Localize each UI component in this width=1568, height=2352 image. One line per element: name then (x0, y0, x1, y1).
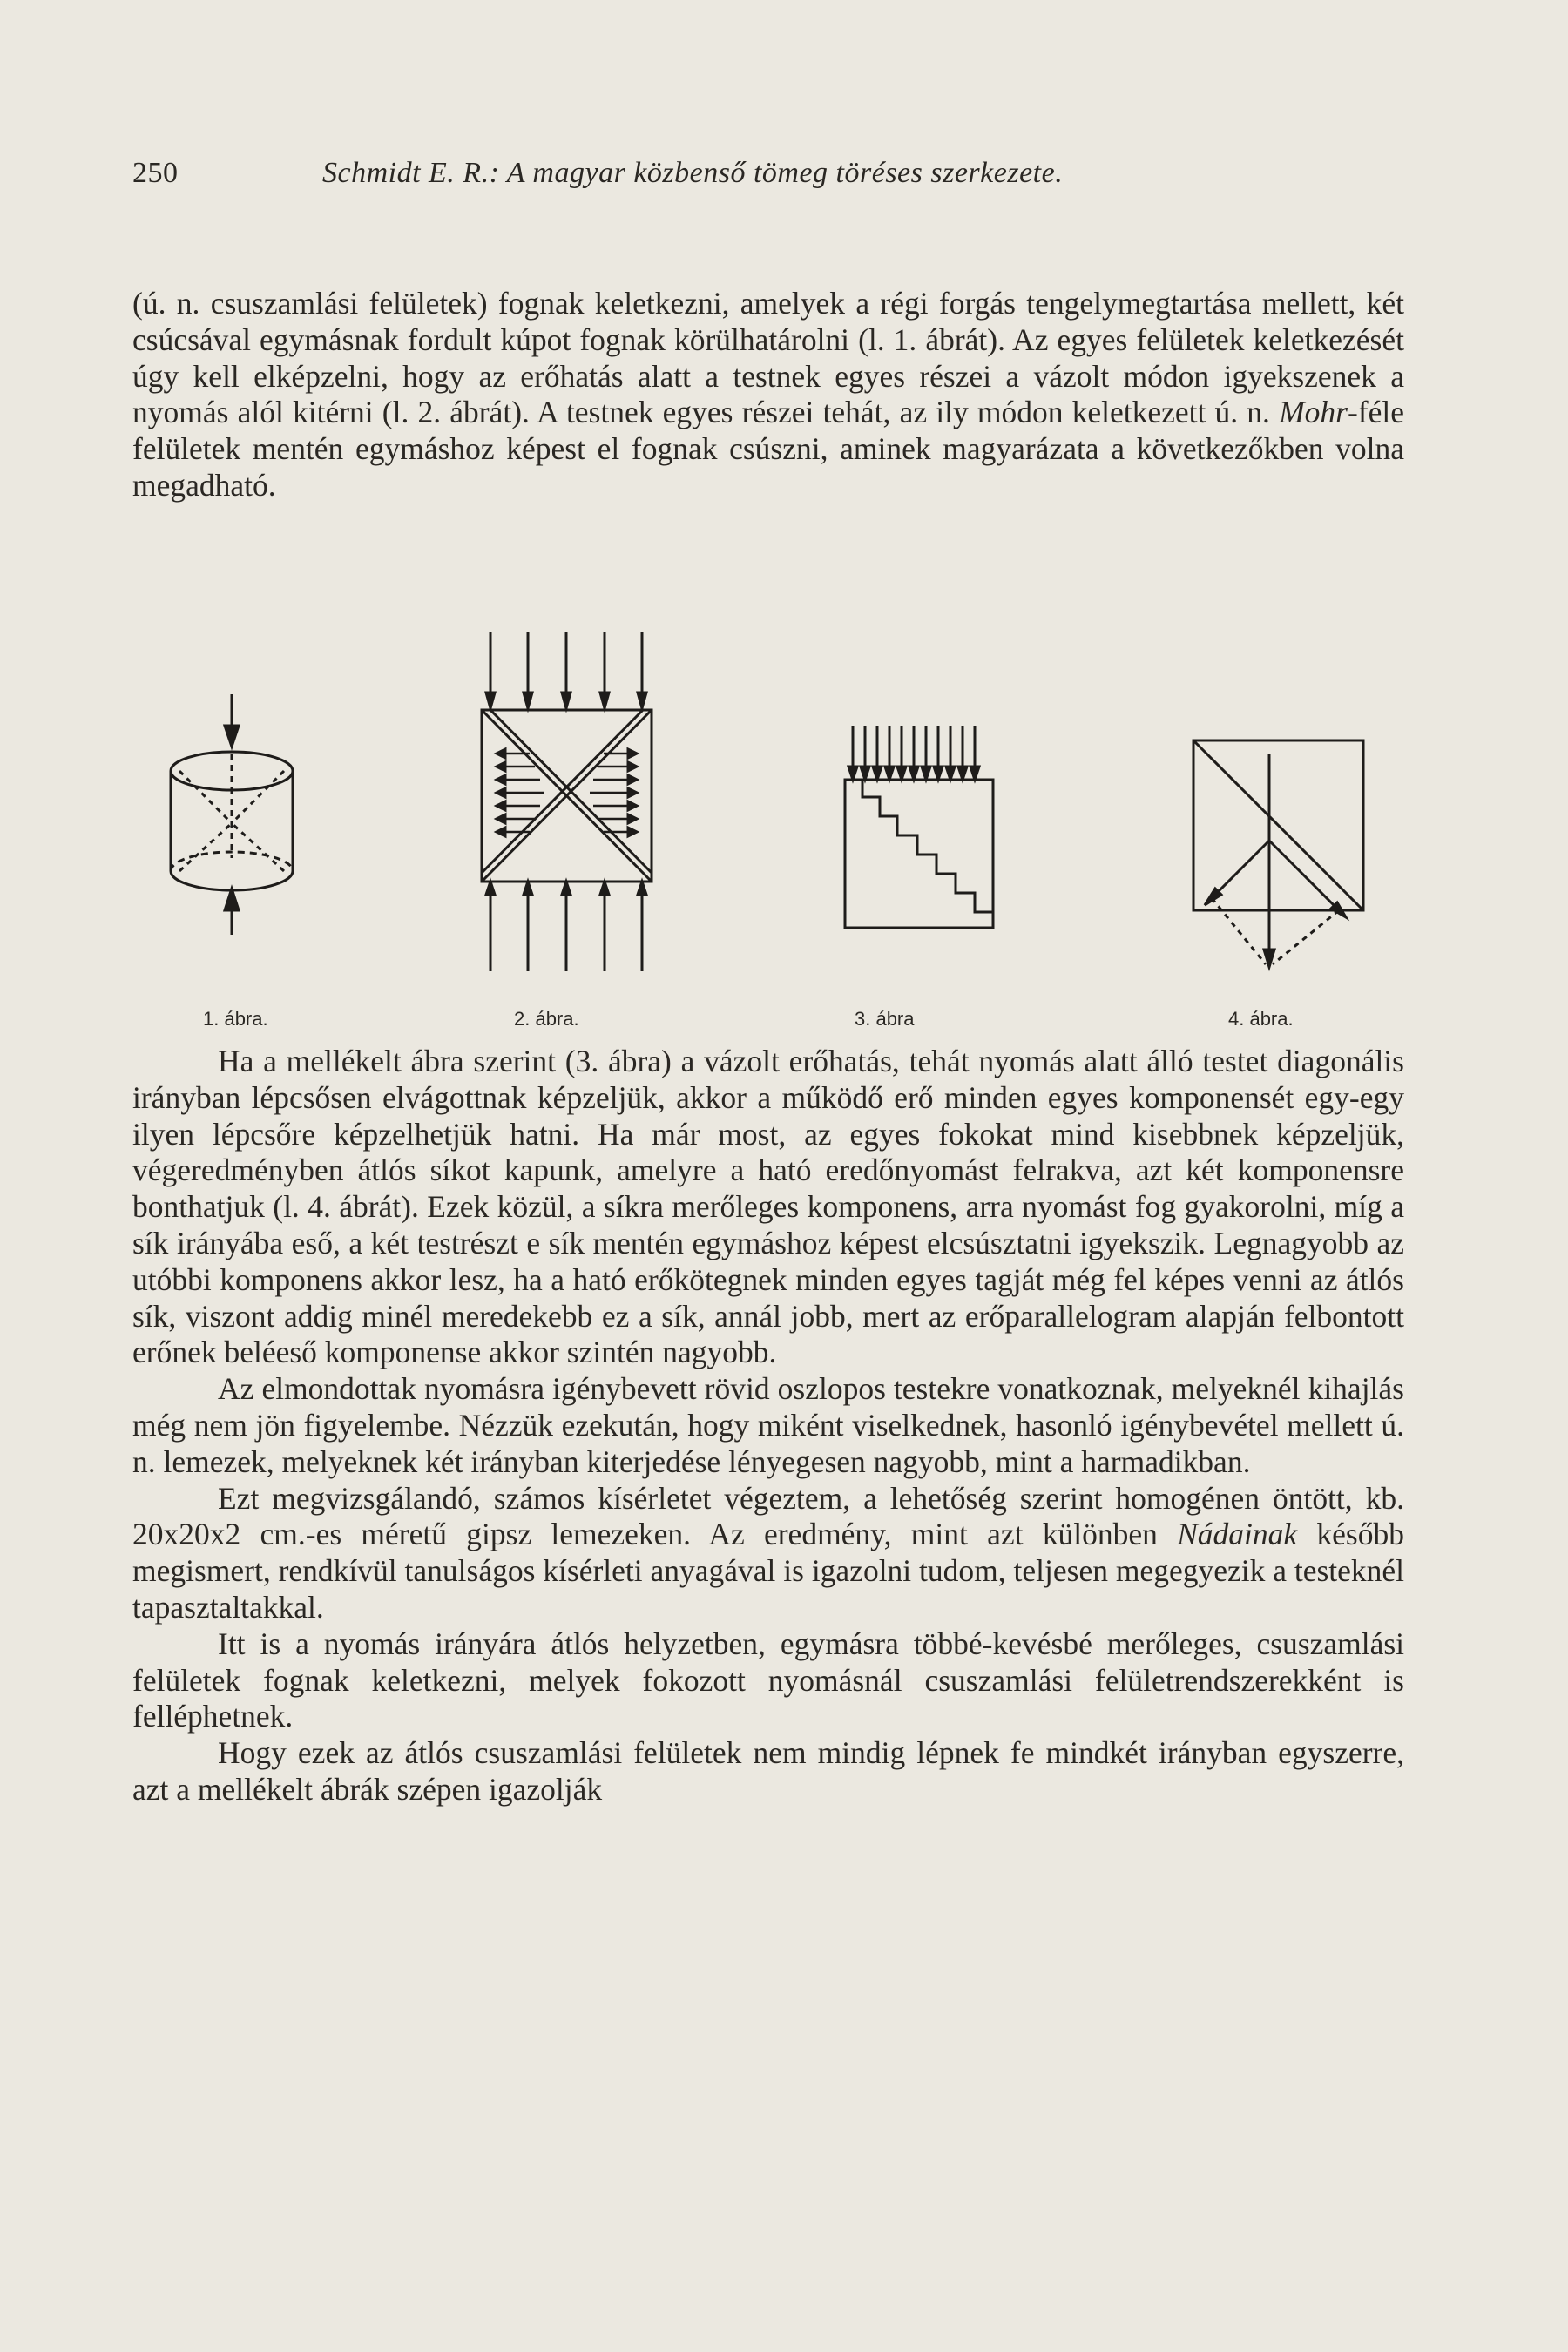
paragraph-3-italic: Nádainak (1177, 1517, 1298, 1552)
caption-figure-2: 2. ábra. (514, 1008, 579, 1030)
caption-figure-3: 3. ábra (855, 1008, 915, 1030)
paragraph-4: Itt is a nyomás irányára átlós helyzetben, egymásra többé-kevésbé merőleges, csuszamlási felületek fognak keletkezni, melyek fokozott nyomásnál csuszamlási felületrendszerekként is felléphetnek. (132, 1625, 1404, 1734)
figures-row (122, 623, 1411, 1032)
figure-2-square (477, 623, 791, 1024)
caption-figure-1: 1. ábra. (203, 1008, 268, 1030)
figure-4-force-decomposition (1189, 623, 1389, 1024)
body-text (132, 1044, 1404, 1808)
figure-3-staircase (841, 623, 1067, 1024)
paragraph-3-text-2: később megismert, rendkívül tanulságos kísérleti anyagával is igazolni tudom, teljesen megegyezik a testeknél tapasztaltakkal. (132, 1517, 1405, 1625)
paragraph-3-text-1: Ezt megvizsgálandó, számos kísérletet végeztem, a lehetőség szerint homogénen öntött, kb. 20x20x2 cm.-es méretű gipsz lemezeken. Az eredmény, mint azt különben (132, 1480, 1404, 1552)
figure-1-cylinder (122, 623, 314, 1024)
paragraph-intro (132, 286, 1404, 504)
running-title: Schmidt E. R.: A magyar közbenső tömeg töréses szerkezete. (322, 157, 1064, 189)
paragraph-3 (132, 1481, 1404, 1626)
paragraph-5: Hogy ezek az átlós csuszamlási felületek nem mindig lépnek fe mindkét irányban egyszerre, azt a mellékelt ábrák szépen igazolják (132, 1735, 1404, 1807)
paragraph-1: Ha a mellékelt ábra szerint (3. ábra) a vázolt erőhatás, tehát nyomás alatt álló testet diagonális irányban lépcsősen elvágottnak képzeljük, akkor a működő erő minden egyes komponensét egy-egy ilyen lépcsőre képzelhetjük hatni. Ha már most, az egyes fokokat mind kisebbnek képzeljük, végeredményben átlós síkot kapunk, amelyre a ható eredőnyomást felrakva, azt két komponensre bonthatjuk (l. 4. ábrát). Ezek közül, a síkra merőleges komponens, arra nyomást fog gyakorolni, míg a sík irányába eső, a két testrészt e sík mentén egymáshoz képest elcsúsztatni igyekszik. Legnagyobb az utóbbi komponens akkor lesz, ha a ható erőkötegnek minden egyes tagját még fel képes venni az átlós sík, viszont addig minél meredekebb ez a sík, annál jobb, mert az erőparallelogram alapján felbontott erőnek beléeső komponense akkor szintén nagyobb. (132, 1044, 1404, 1370)
intro-text-1: (ú. n. csuszamlási felületek) fognak keletkezni, amelyek a régi forgás tengelymegtartása mellett, két csúcsával egymásnak fordult kúpot fognak körülhatárolni (l. 1. ábrát). Az egyes felületek keletkezését úgy kell elképzelni, hogy az erőhatás alatt a testnek egyes részei a vázolt módon igyekszenek a nyomás alól kitérni (l. 2. ábrát). A testnek egyes részei tehát, az ily módon keletkezett ú. n. (132, 286, 1404, 430)
page-number: 250 (132, 157, 179, 189)
caption-figure-4: 4. ábra. (1228, 1008, 1294, 1030)
intro-text-2: -féle felületek mentén egymáshoz képest el fognak csúszni, aminek magyarázata a következőkben volna megadható. (132, 395, 1404, 503)
intro-italic-mohr: Mohr (1279, 395, 1348, 430)
paragraph-2: Az elmondottak nyomásra igénybevett rövid oszlopos testekre vonatkoznak, melyeknél kihajlás még nem jön figyelembe. Nézzük ezekután, hogy miként viselkednek, hasonló igénybevétel mellett ú. n. lemezek, melyeknek két irányban kiterjedése lényegesen nagyobb, mint a harmadikban. (132, 1371, 1404, 1479)
